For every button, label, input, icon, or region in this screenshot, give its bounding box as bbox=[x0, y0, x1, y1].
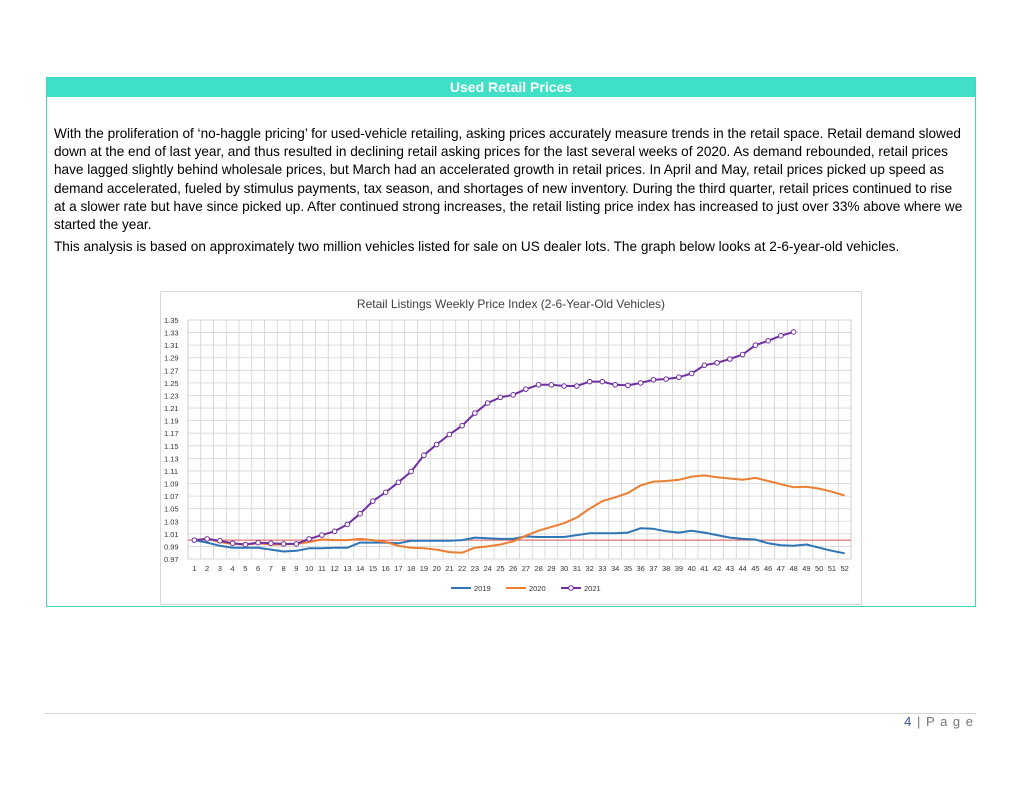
x-tick-label: 51 bbox=[827, 564, 837, 573]
x-tick-label: 19 bbox=[419, 564, 429, 573]
data-point-2021 bbox=[371, 499, 376, 504]
y-tick-label: 1.25 bbox=[164, 378, 179, 388]
data-point-2021 bbox=[192, 538, 197, 543]
data-point-2021 bbox=[677, 375, 682, 380]
data-point-2021 bbox=[409, 469, 414, 474]
data-point-2021 bbox=[511, 393, 516, 398]
x-tick-label: 52 bbox=[840, 564, 849, 573]
x-tick-label: 16 bbox=[381, 564, 390, 573]
data-point-2021 bbox=[753, 343, 758, 348]
x-tick-label: 12 bbox=[330, 564, 339, 573]
legend-marker-2021 bbox=[569, 586, 574, 591]
x-tick-label: 44 bbox=[738, 564, 747, 573]
y-tick-label: 0.99 bbox=[164, 542, 179, 552]
y-tick-label: 1.01 bbox=[164, 529, 179, 539]
x-tick-label: 22 bbox=[457, 564, 467, 573]
data-point-2021 bbox=[715, 360, 720, 365]
y-tick-label: 1.09 bbox=[164, 479, 179, 489]
paragraph-1: With the proliferation of ‘no-haggle pricing’ for used-vehicle retailing, asking prices accurately measure trends in the retail space. Retail demand slowed down at the end of last year, and thus resulted in declining retail asking prices for the last several weeks of 2020. As demand rebounded, retail prices have lagged slightly behind wholesale prices, but March had an accelerated growth in retail prices. In April and May, retail prices picked up speed as demand accelerated, fueled by stimulus payments, tax season, and shortages of new inventory. During the third quarter, retail prices continued to rise at a slower rate but have since picked up. After continued strong increases, the retail listing price index has increased to just over 33% above where we started the year. bbox=[54, 126, 963, 233]
x-tick-label: 35 bbox=[623, 564, 633, 573]
data-point-2021 bbox=[702, 363, 707, 368]
x-tick-label: 9 bbox=[294, 564, 299, 573]
data-point-2021 bbox=[307, 537, 312, 542]
x-tick-label: 1 bbox=[192, 564, 197, 573]
x-axis bbox=[192, 564, 849, 573]
y-tick-label: 1.35 bbox=[164, 316, 179, 325]
y-tick-label: 1.27 bbox=[164, 366, 179, 376]
data-point-2021 bbox=[575, 384, 580, 389]
x-tick-label: 36 bbox=[636, 564, 645, 573]
y-tick-label: 1.19 bbox=[164, 416, 179, 426]
x-tick-label: 34 bbox=[610, 564, 620, 573]
data-point-2021 bbox=[345, 522, 350, 527]
x-tick-label: 49 bbox=[802, 564, 811, 573]
x-tick-label: 21 bbox=[445, 564, 454, 573]
x-tick-label: 25 bbox=[496, 564, 505, 573]
x-tick-label: 18 bbox=[406, 564, 416, 573]
data-point-2021 bbox=[205, 537, 210, 542]
data-point-2021 bbox=[332, 529, 337, 534]
x-tick-label: 10 bbox=[304, 564, 314, 573]
x-tick-label: 48 bbox=[789, 564, 798, 573]
y-tick-label: 1.21 bbox=[164, 404, 179, 414]
x-tick-label: 17 bbox=[394, 564, 403, 573]
y-tick-label: 1.31 bbox=[164, 341, 179, 351]
data-point-2021 bbox=[791, 330, 796, 335]
x-tick-label: 31 bbox=[572, 564, 582, 573]
data-point-2021 bbox=[498, 395, 503, 400]
data-point-2021 bbox=[613, 382, 618, 387]
section-header: Used Retail Prices bbox=[47, 78, 975, 97]
data-point-2021 bbox=[587, 379, 592, 384]
page-footer bbox=[904, 714, 974, 729]
data-point-2021 bbox=[396, 480, 401, 485]
data-point-2021 bbox=[536, 382, 541, 387]
data-point-2021 bbox=[230, 541, 235, 546]
x-tick-label: 40 bbox=[687, 564, 696, 573]
data-point-2021 bbox=[689, 371, 694, 376]
y-tick-label: 1.05 bbox=[164, 504, 179, 514]
chart-title: Retail Listings Weekly Price Index (2-6-Year-Old Vehicles) bbox=[356, 297, 666, 311]
footer-divider bbox=[44, 713, 976, 714]
data-point-2021 bbox=[766, 338, 771, 343]
data-point-2021 bbox=[218, 538, 223, 543]
y-axis bbox=[164, 316, 179, 564]
x-tick-label: 5 bbox=[243, 564, 248, 573]
chart-legend bbox=[451, 584, 601, 593]
data-point-2021 bbox=[269, 541, 274, 546]
x-tick-label: 15 bbox=[368, 564, 378, 573]
x-tick-label: 26 bbox=[508, 564, 518, 573]
data-point-2021 bbox=[638, 381, 643, 386]
x-tick-label: 43 bbox=[725, 564, 735, 573]
y-tick-label: 1.03 bbox=[164, 517, 179, 527]
data-point-2021 bbox=[728, 357, 733, 362]
data-point-2021 bbox=[460, 423, 465, 428]
page-label: P a g e bbox=[926, 714, 974, 729]
x-tick-label: 27 bbox=[521, 564, 531, 573]
x-tick-label: 20 bbox=[432, 564, 441, 573]
data-point-2021 bbox=[358, 511, 363, 516]
data-point-2021 bbox=[562, 384, 567, 389]
data-point-2021 bbox=[281, 542, 286, 547]
y-tick-label: 0.97 bbox=[164, 555, 179, 564]
y-tick-label: 1.29 bbox=[164, 353, 179, 363]
data-point-2021 bbox=[320, 533, 325, 538]
data-point-2021 bbox=[524, 387, 529, 392]
y-tick-label: 1.17 bbox=[164, 429, 179, 439]
data-point-2021 bbox=[473, 411, 478, 416]
x-tick-label: 50 bbox=[814, 564, 824, 573]
x-tick-label: 14 bbox=[355, 564, 365, 573]
x-tick-label: 11 bbox=[317, 564, 326, 573]
data-point-2021 bbox=[422, 453, 427, 458]
x-tick-label: 47 bbox=[776, 564, 786, 573]
x-tick-label: 29 bbox=[547, 564, 556, 573]
data-point-2021 bbox=[600, 379, 605, 384]
used-retail-prices-section bbox=[46, 77, 976, 607]
x-tick-label: 28 bbox=[534, 564, 543, 573]
data-point-2021 bbox=[294, 542, 299, 547]
data-point-2021 bbox=[434, 442, 439, 447]
x-tick-label: 38 bbox=[661, 564, 671, 573]
y-tick-label: 1.33 bbox=[164, 328, 179, 338]
data-point-2021 bbox=[243, 542, 248, 547]
legend-label-2020: 2020 bbox=[529, 584, 546, 593]
x-tick-label: 45 bbox=[751, 564, 760, 573]
x-tick-label: 41 bbox=[700, 564, 709, 573]
x-tick-label: 23 bbox=[470, 564, 480, 573]
section-body bbox=[54, 125, 964, 260]
y-tick-label: 1.15 bbox=[164, 441, 179, 451]
x-tick-label: 2 bbox=[205, 564, 210, 573]
x-tick-label: 39 bbox=[674, 564, 684, 573]
x-tick-label: 6 bbox=[256, 564, 261, 573]
x-tick-label: 37 bbox=[649, 564, 658, 573]
page-number: 4 bbox=[904, 714, 913, 729]
x-tick-label: 8 bbox=[281, 564, 286, 573]
data-point-2021 bbox=[664, 377, 669, 382]
x-tick-label: 24 bbox=[483, 564, 492, 573]
y-tick-label: 1.11 bbox=[164, 466, 179, 476]
page-separator: | bbox=[917, 714, 922, 729]
data-point-2021 bbox=[256, 540, 261, 545]
data-point-2021 bbox=[651, 377, 656, 382]
y-tick-label: 1.07 bbox=[164, 492, 179, 502]
data-point-2021 bbox=[485, 401, 490, 406]
x-tick-label: 46 bbox=[763, 564, 773, 573]
x-tick-label: 30 bbox=[559, 564, 569, 573]
data-point-2021 bbox=[740, 352, 745, 357]
chart-svg bbox=[161, 292, 861, 604]
data-point-2021 bbox=[779, 333, 784, 338]
x-tick-label: 32 bbox=[585, 564, 594, 573]
x-tick-label: 3 bbox=[217, 564, 222, 573]
y-tick-label: 1.23 bbox=[164, 391, 179, 401]
legend-label-2021: 2021 bbox=[584, 584, 601, 593]
chart-grid bbox=[188, 320, 851, 559]
x-tick-label: 4 bbox=[230, 564, 235, 573]
x-tick-label: 7 bbox=[268, 564, 273, 573]
data-point-2021 bbox=[626, 383, 631, 388]
y-tick-label: 1.13 bbox=[164, 454, 179, 464]
x-tick-label: 33 bbox=[598, 564, 607, 573]
price-index-chart bbox=[160, 291, 862, 605]
x-tick-label: 13 bbox=[343, 564, 352, 573]
data-point-2021 bbox=[549, 382, 554, 387]
data-point-2021 bbox=[447, 432, 452, 437]
data-point-2021 bbox=[383, 490, 388, 495]
paragraph-2: This analysis is based on approximately two million vehicles listed for sale on US dealer lots. The graph below looks at 2-6-year-old vehicles. bbox=[54, 239, 900, 255]
legend-label-2019: 2019 bbox=[474, 584, 491, 593]
x-tick-label: 42 bbox=[712, 564, 722, 573]
